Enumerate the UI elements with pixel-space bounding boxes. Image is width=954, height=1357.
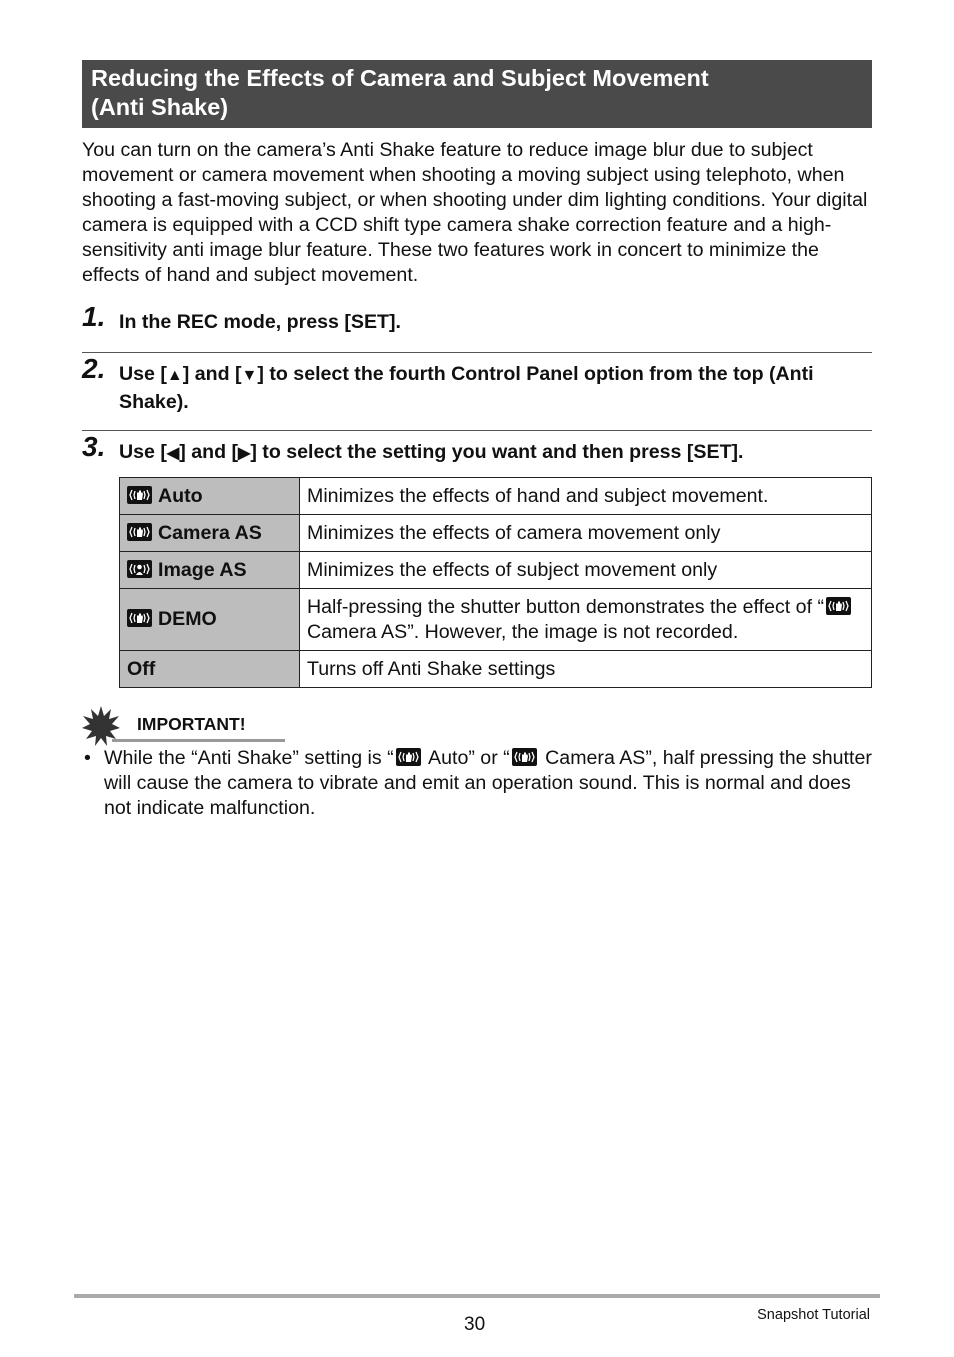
page-number: 30 <box>464 1314 486 1335</box>
step-divider <box>82 430 872 431</box>
important-text-a: While the “Anti Shake” setting is “ <box>104 747 394 769</box>
right-arrow-icon: ▶ <box>238 445 251 462</box>
section-title <box>82 60 872 128</box>
camera-as-icon <box>127 523 152 541</box>
important-bullet <box>84 746 874 821</box>
option-label-text: Off <box>127 657 156 680</box>
important-text-c: Camera AS”, half pressing the shutter will cause the camera to vibrate and emit an operation sound. This is normal and does not indicate malfunction. <box>104 747 872 819</box>
option-description-post: Camera AS”. However, the image is not recorded. <box>307 620 739 643</box>
anti-shake-auto-icon <box>396 748 421 766</box>
anti-shake-options-table <box>119 477 872 688</box>
important-label: IMPORTANT! <box>137 714 246 734</box>
camera-as-icon <box>512 748 537 766</box>
footer-divider <box>74 1294 880 1298</box>
important-underline <box>112 739 285 742</box>
option-label <box>120 515 300 552</box>
table-row <box>120 552 872 589</box>
step-2-text-post: ] to select the fourth Control Panel option from the top (Anti Shake). <box>119 363 814 413</box>
option-label-text: Image AS <box>158 558 247 581</box>
option-description <box>300 589 872 651</box>
option-description-pre: Half-pressing the shutter button demonstrates the effect of “ <box>307 595 824 618</box>
up-arrow-icon: ▲ <box>166 367 183 384</box>
option-label <box>120 552 300 589</box>
table-row <box>120 515 872 552</box>
option-label-text: DEMO <box>158 608 217 630</box>
table-row <box>120 478 872 515</box>
down-arrow-icon: ▼ <box>241 367 258 384</box>
image-as-icon <box>127 560 152 578</box>
bullet-dot: • <box>84 747 91 769</box>
step-2-number: 2. <box>82 353 106 384</box>
step-3-text-post: ] to select the setting you want and then press [SET]. <box>250 441 744 463</box>
section-title-line1: Reducing the Effects of Camera and Subject Movement <box>91 65 709 91</box>
option-label <box>120 651 300 688</box>
anti-shake-auto-icon <box>127 486 152 504</box>
step-3-text <box>119 439 872 467</box>
camera-as-icon <box>826 597 851 615</box>
step-2-text-mid: ] and [ <box>182 363 242 385</box>
option-description: Minimizes the effects of hand and subject movement. <box>300 478 872 515</box>
step-1-number: 1. <box>82 301 106 332</box>
step-2-text-pre: Use [ <box>119 363 167 385</box>
step-3-number: 3. <box>82 431 106 462</box>
option-label <box>120 478 300 515</box>
table-row <box>120 651 872 688</box>
option-description: Minimizes the effects of camera movement only <box>300 515 872 552</box>
intro-paragraph: You can turn on the camera’s Anti Shake feature to reduce image blur due to subject movement or camera movement when shooting a moving subject using telephoto, when shooting a fast-moving subject, or when shooting under dim lighting conditions. Your digital camera is equipped with a CCD shift type camera shake correction feature and a high-sensitivity anti image blur feature. These two features work in concert to minimize the effects of hand and subject movement. <box>82 139 868 286</box>
left-arrow-icon: ◀ <box>166 445 180 462</box>
section-title-line2: (Anti Shake) <box>91 94 229 120</box>
important-note-header <box>82 706 292 746</box>
table-row <box>120 589 872 651</box>
option-description: Minimizes the effects of subject movement only <box>300 552 872 589</box>
option-label <box>120 589 300 651</box>
footer-section-name: Snapshot Tutorial <box>757 1307 870 1323</box>
option-label-text: Auto <box>158 484 203 507</box>
step-3-text-pre: Use [ <box>119 441 167 463</box>
demo-icon <box>127 609 152 627</box>
important-text-b: Auto” or “ <box>423 747 510 769</box>
option-label-text: Camera AS <box>158 521 262 544</box>
step-2-text <box>119 361 872 415</box>
step-divider <box>82 352 872 353</box>
step-3-text-mid: ] and [ <box>179 441 239 463</box>
step-1-text: In the REC mode, press [SET]. <box>119 311 401 333</box>
option-description: Turns off Anti Shake settings <box>300 651 872 688</box>
